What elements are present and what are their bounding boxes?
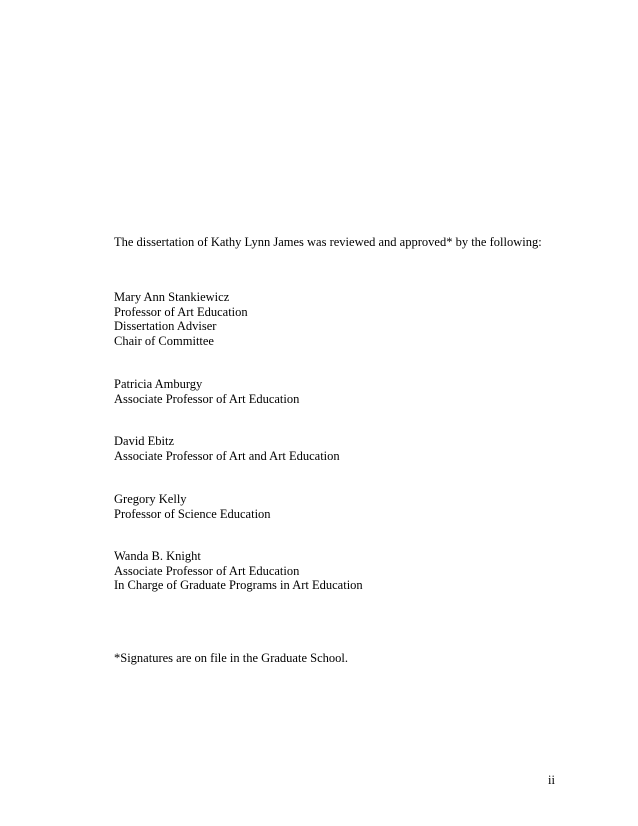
member-name: Patricia Amburgy xyxy=(114,377,203,391)
committee-member xyxy=(114,290,248,348)
member-name: Mary Ann Stankiewicz xyxy=(114,290,230,304)
page-number: ii xyxy=(548,773,555,787)
member-role: Associate Professor of Art and Art Education xyxy=(114,448,340,463)
member-name: David Ebitz xyxy=(114,434,175,448)
member-name: Gregory Kelly xyxy=(114,492,187,506)
member-name: Wanda B. Knight xyxy=(114,549,201,563)
committee-member xyxy=(114,492,271,521)
member-role: Associate Professor of Art Education xyxy=(114,563,300,578)
member-role: Chair of Committee xyxy=(114,333,214,348)
member-role: Professor of Science Education xyxy=(114,506,271,521)
approval-statement: The dissertation of Kathy Lynn James was reviewed and approved* by the following: xyxy=(114,235,542,249)
member-role: Associate Professor of Art Education xyxy=(114,391,300,406)
signature-footnote: *Signatures are on file in the Graduate School. xyxy=(114,651,348,665)
committee-member xyxy=(114,377,299,406)
member-role: In Charge of Graduate Programs in Art Education xyxy=(114,578,363,593)
member-role: Professor of Art Education xyxy=(114,304,248,319)
member-role: Dissertation Adviser xyxy=(114,319,217,334)
committee-member xyxy=(114,434,340,463)
committee-member xyxy=(114,549,363,593)
